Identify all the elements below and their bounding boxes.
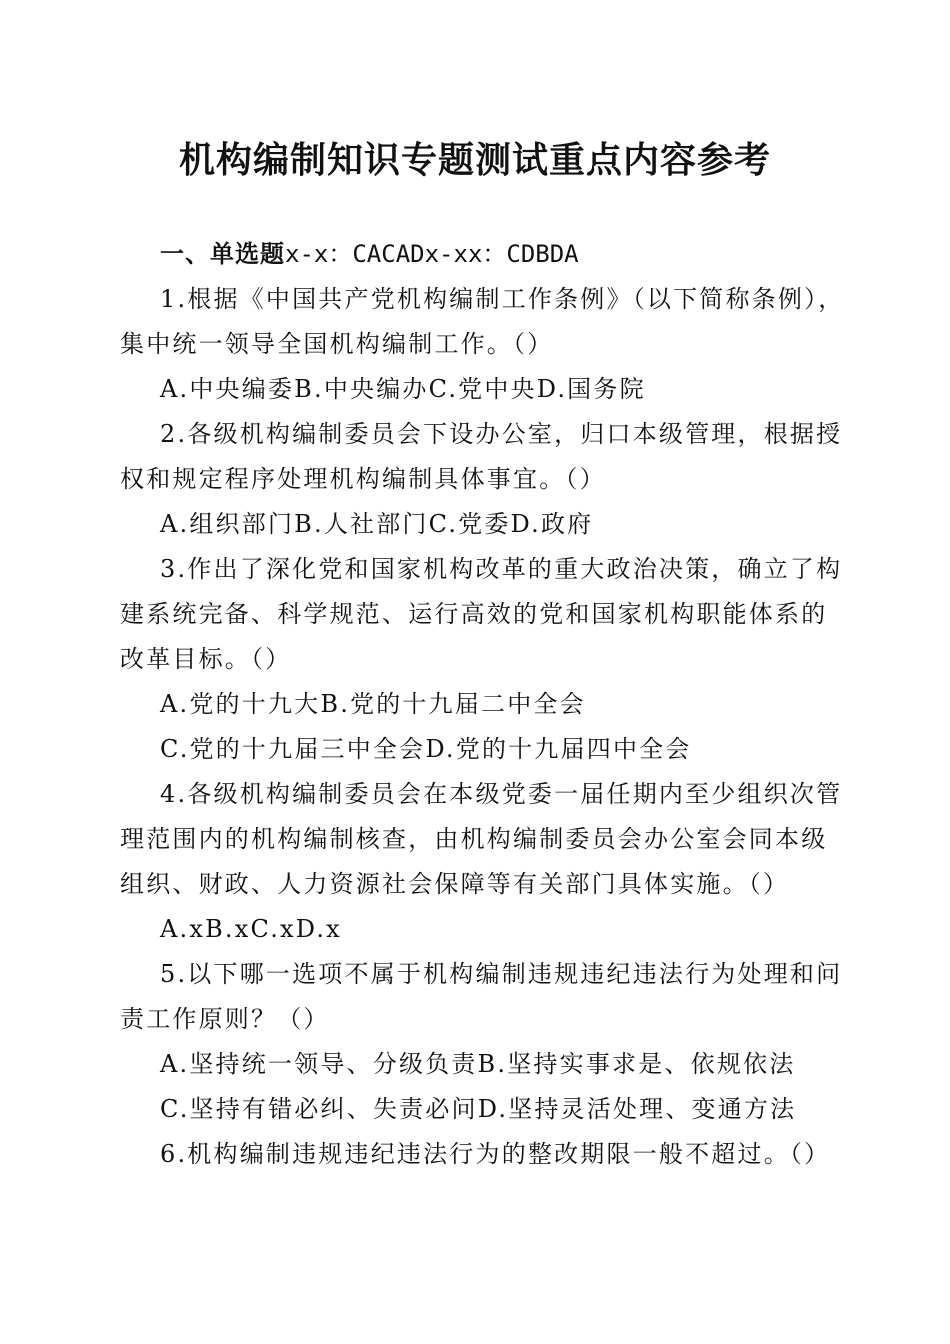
question-4-line-2: 理范围内的机构编制核查，由机构编制委员会办公室会同本级 — [120, 825, 828, 853]
question-3-options-2: C.党的十九届三中全会D.党的十九届四中全会 — [160, 735, 692, 763]
question-3-line-3: 改革目标。（） — [120, 645, 292, 673]
question-2-line-2: 权和规定程序处理机构编制具体事宜。（） — [120, 465, 606, 493]
question-5-line-2: 责工作原则？（） — [120, 1005, 330, 1033]
question-4-line-1: 4.各级机构编制委员会在本级党委一届任期内至少组织次管 — [160, 780, 843, 808]
document-title: 机构编制知识专题测试重点内容参考 — [178, 139, 771, 181]
document-body — [120, 232, 845, 1177]
question-1-line-2: 集中统一领导全国机构编制工作。（） — [120, 330, 554, 358]
question-2-options: A.组织部门B.人社部门C.党委D.政府 — [160, 510, 594, 538]
question-5-options-2: C.坚持有错必纠、失责必问D.坚持灵活处理、变通方法 — [160, 1095, 797, 1123]
question-5-line-1: 5.以下哪一选项不属于机构编制违规违纪违法行为处理和问 — [160, 960, 843, 988]
question-5-options-1: A.坚持统一领导、分级负责B.坚持实事求是、依规依法 — [160, 1050, 796, 1078]
section-heading: 一、单选题 — [160, 240, 285, 268]
question-4-options: A.xB.xC.xD.x — [160, 915, 342, 943]
question-1-line-1: 1.根据《中国共产党机构编制工作条例》（以下简称条例）， — [160, 285, 845, 313]
question-3-options-1: A.党的十九大B.党的十九届二中全会 — [160, 690, 586, 718]
question-3-line-2: 建系统完备、科学规范、运行高效的党和国家机构职能体系的 — [120, 600, 828, 628]
section-heading-line — [120, 232, 830, 277]
question-6-line-1: 6.机构编制违规违纪违法行为的整改期限一般不超过。（） — [160, 1140, 831, 1168]
question-4-line-3: 组织、财政、人力资源社会保障等有关部门具体实施。（） — [120, 870, 790, 898]
answer-key: x-x：CACADx-xx：CDBDA — [285, 240, 579, 268]
question-3-line-1: 3.作出了深化党和国家机构改革的重大政治决策，确立了构 — [160, 555, 843, 583]
question-2-line-1: 2.各级机构编制委员会下设办公室，归口本级管理，根据授 — [160, 420, 843, 448]
question-1-options: A.中央编委B.中央编办C.党中央D.国务院 — [160, 375, 646, 403]
